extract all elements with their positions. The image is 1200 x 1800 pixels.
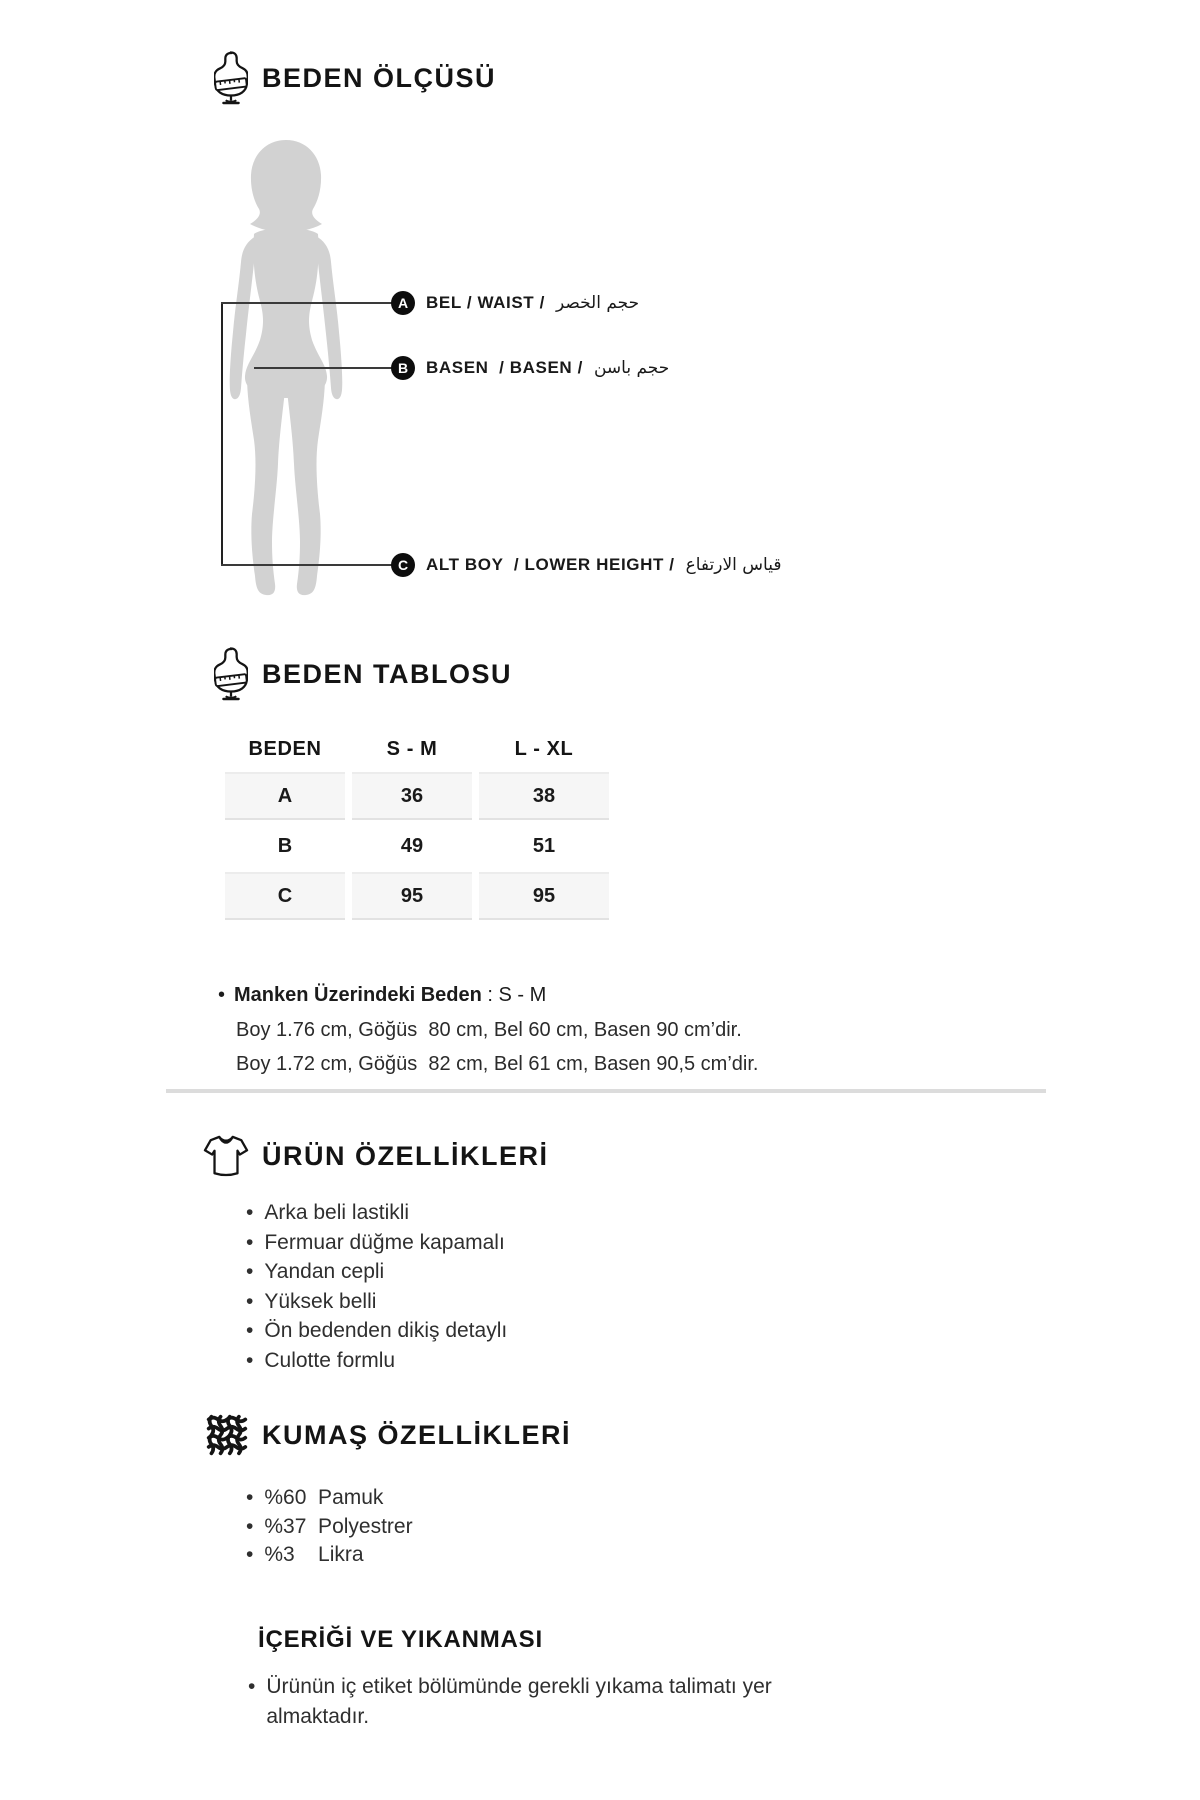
size-table-header [214, 646, 512, 702]
fabric-item: • %37 Polyestrer [246, 1513, 413, 1542]
feature-item: • Arka beli lastikli [246, 1198, 507, 1228]
measure-label-hip [391, 356, 669, 380]
model-detail-line: Boy 1.76 cm, Göğüs 80 cm, Bel 60 cm, Basen 90 cm’dir. [236, 1019, 742, 1041]
row-value: 49 [400, 834, 424, 857]
section-title-care: İÇERİĞİ VE YIKANMASI [258, 1626, 543, 1653]
row-value: 95 [352, 872, 472, 920]
care-list [248, 1672, 848, 1732]
measure-line-b [254, 367, 397, 369]
mannequin-icon [214, 646, 248, 702]
fabric-item: • %3 Likra [246, 1541, 413, 1570]
measure-text-waist-arabic: حجم الخصر [555, 293, 640, 313]
body-silhouette [204, 138, 368, 600]
model-size-value: : S - M [481, 984, 547, 1006]
measure-badge-a: A [391, 291, 415, 315]
row-value: 95 [479, 872, 609, 920]
measure-badge-c: C [391, 553, 415, 577]
product-features-list [246, 1198, 507, 1375]
measure-badge-b: B [391, 356, 415, 380]
fabric-item: • %60 Pamuk [246, 1484, 413, 1513]
fabric-weave-icon [205, 1412, 249, 1458]
tshirt-icon [202, 1134, 250, 1178]
section-title-size-table: BEDEN TABLOSU [262, 658, 513, 689]
measure-line-a [221, 302, 397, 304]
size-table [225, 730, 609, 920]
care-header [258, 1626, 543, 1654]
model-detail-line: Boy 1.72 cm, Göğüs 82 cm, Bel 61 cm, Basen 90,5 cm’dir. [236, 1053, 759, 1075]
fabric-features-list [246, 1484, 413, 1570]
feature-item: • Yandan cepli [246, 1257, 507, 1287]
mannequin-icon [214, 50, 248, 106]
table-row [225, 772, 609, 820]
model-size-line [218, 984, 898, 1007]
table-row [225, 872, 609, 920]
product-features-header [202, 1134, 549, 1178]
table-row [225, 824, 609, 868]
row-key: B [277, 834, 293, 857]
section-divider [166, 1089, 1046, 1093]
measure-text-lower-height-arabic: قياس الارتفاع [685, 555, 782, 575]
col-header-sm: S - M [386, 737, 438, 760]
measure-bracket-line [221, 302, 223, 566]
feature-item: • Ön bedenden dikiş detaylı [246, 1316, 507, 1346]
row-key: C [225, 872, 345, 920]
feature-item: • Fermuar düğme kapamalı [246, 1228, 507, 1258]
care-item: • Ürünün iç etiket bölümünde gerekli yıkama talimatı yer almaktadır. [248, 1672, 848, 1732]
section-title-product-features: ÜRÜN ÖZELLİKLERİ [262, 1140, 549, 1171]
feature-item: • Culotte formlu [246, 1346, 507, 1376]
measure-text-lower-height: ALT BOY / LOWER HEIGHT / [426, 555, 675, 574]
measure-text-hip-arabic: حجم باسن [593, 358, 670, 378]
feature-item: • Yüksek belli [246, 1287, 507, 1317]
col-header-size: BEDEN [248, 737, 322, 760]
size-table-head [225, 730, 609, 768]
model-size-label: • Manken Üzerindeki Beden [234, 984, 482, 1006]
row-value: 36 [352, 772, 472, 820]
measure-label-lower-height [391, 553, 781, 577]
measure-line-c [221, 564, 397, 566]
row-value: 38 [479, 772, 609, 820]
section-title-size-measure: BEDEN ÖLÇÜSÜ [262, 62, 497, 93]
measure-text-waist: BEL / WAIST / [426, 293, 545, 312]
col-header-lxl: L - XL [514, 737, 574, 760]
section-title-fabric-features: KUMAŞ ÖZELLİKLERİ [262, 1419, 571, 1450]
row-value: 51 [532, 834, 556, 857]
size-measure-header [214, 50, 496, 106]
model-size-info [218, 984, 898, 1081]
model-measurement-details [236, 1013, 898, 1081]
fabric-features-header [205, 1412, 571, 1458]
measure-text-hip: BASEN / BASEN / [426, 358, 583, 377]
measure-label-waist [391, 291, 639, 315]
row-key: A [225, 772, 345, 820]
